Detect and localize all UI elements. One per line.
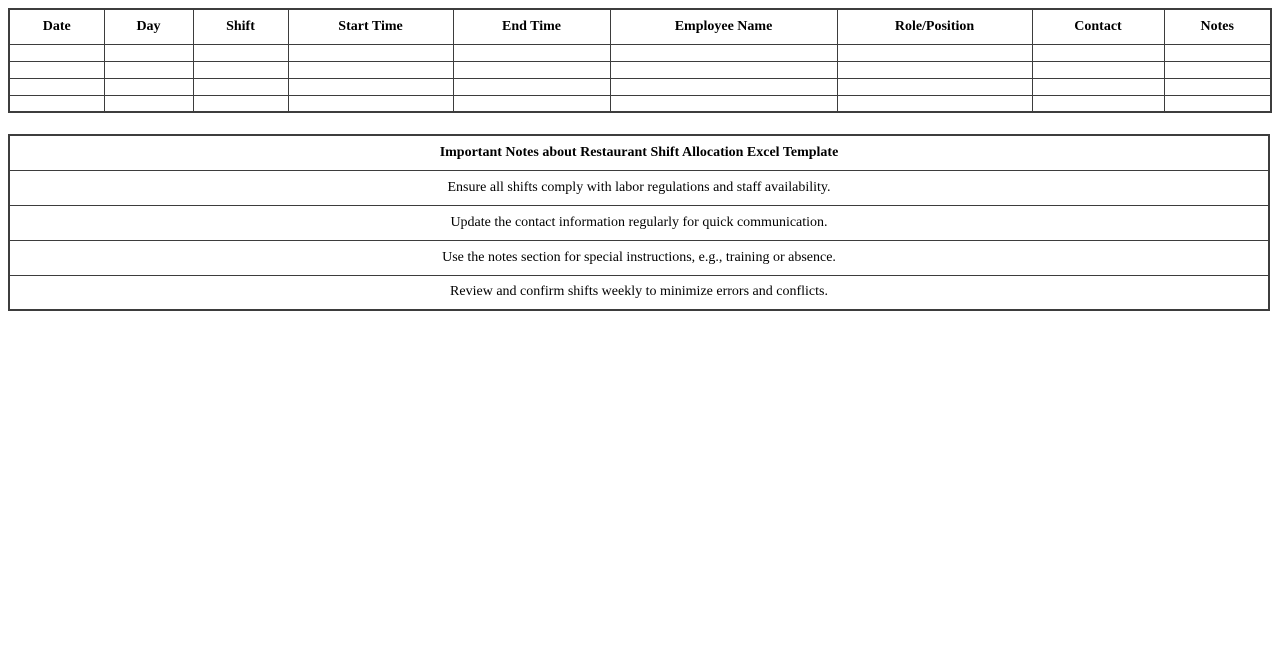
empty-cell [1032, 95, 1164, 112]
note-row [9, 275, 1269, 310]
empty-cell [837, 44, 1032, 61]
column-header-role-position: Role/Position [837, 9, 1032, 44]
empty-cell [1164, 95, 1271, 112]
empty-cell [453, 95, 610, 112]
note-text: Update the contact information regularly for quick communication. [9, 205, 1269, 240]
empty-cell [9, 95, 104, 112]
notes-title-row [9, 135, 1269, 170]
shift-table-header-row [9, 9, 1271, 44]
empty-cell [104, 44, 193, 61]
column-header-day: Day [104, 9, 193, 44]
note-text: Ensure all shifts comply with labor regulations and staff availability. [9, 170, 1269, 205]
note-text: Use the notes section for special instructions, e.g., training or absence. [9, 240, 1269, 275]
notes-table-title: Important Notes about Restaurant Shift Allocation Excel Template [9, 135, 1269, 170]
empty-cell [193, 78, 288, 95]
empty-cell [837, 95, 1032, 112]
empty-cell [453, 78, 610, 95]
empty-cell [453, 44, 610, 61]
empty-shift-row [9, 95, 1271, 112]
empty-cell [610, 95, 837, 112]
empty-cell [837, 78, 1032, 95]
empty-cell [288, 61, 453, 78]
empty-cell [610, 78, 837, 95]
empty-cell [9, 61, 104, 78]
empty-cell [288, 44, 453, 61]
empty-cell [1164, 44, 1271, 61]
empty-cell [104, 95, 193, 112]
empty-cell [610, 61, 837, 78]
empty-cell [1164, 61, 1271, 78]
empty-cell [1032, 44, 1164, 61]
note-row [9, 240, 1269, 275]
empty-cell [1032, 78, 1164, 95]
empty-cell [9, 78, 104, 95]
empty-cell [1032, 61, 1164, 78]
empty-shift-row [9, 78, 1271, 95]
empty-cell [288, 78, 453, 95]
column-header-employee-name: Employee Name [610, 9, 837, 44]
empty-cell [104, 78, 193, 95]
note-row [9, 170, 1269, 205]
important-notes-table [8, 134, 1270, 311]
empty-cell [9, 44, 104, 61]
empty-cell [1164, 78, 1271, 95]
empty-cell [104, 61, 193, 78]
empty-cell [610, 44, 837, 61]
note-text: Review and confirm shifts weekly to minimize errors and conflicts. [9, 275, 1269, 310]
empty-cell [193, 61, 288, 78]
empty-cell [288, 95, 453, 112]
column-header-date: Date [9, 9, 104, 44]
shift-allocation-table [8, 8, 1272, 113]
note-row [9, 205, 1269, 240]
empty-cell [453, 61, 610, 78]
column-header-contact: Contact [1032, 9, 1164, 44]
empty-cell [193, 44, 288, 61]
column-header-notes: Notes [1164, 9, 1271, 44]
column-header-shift: Shift [193, 9, 288, 44]
empty-shift-row [9, 61, 1271, 78]
empty-shift-row [9, 44, 1271, 61]
column-header-start-time: Start Time [288, 9, 453, 44]
column-header-end-time: End Time [453, 9, 610, 44]
empty-cell [193, 95, 288, 112]
empty-cell [837, 61, 1032, 78]
